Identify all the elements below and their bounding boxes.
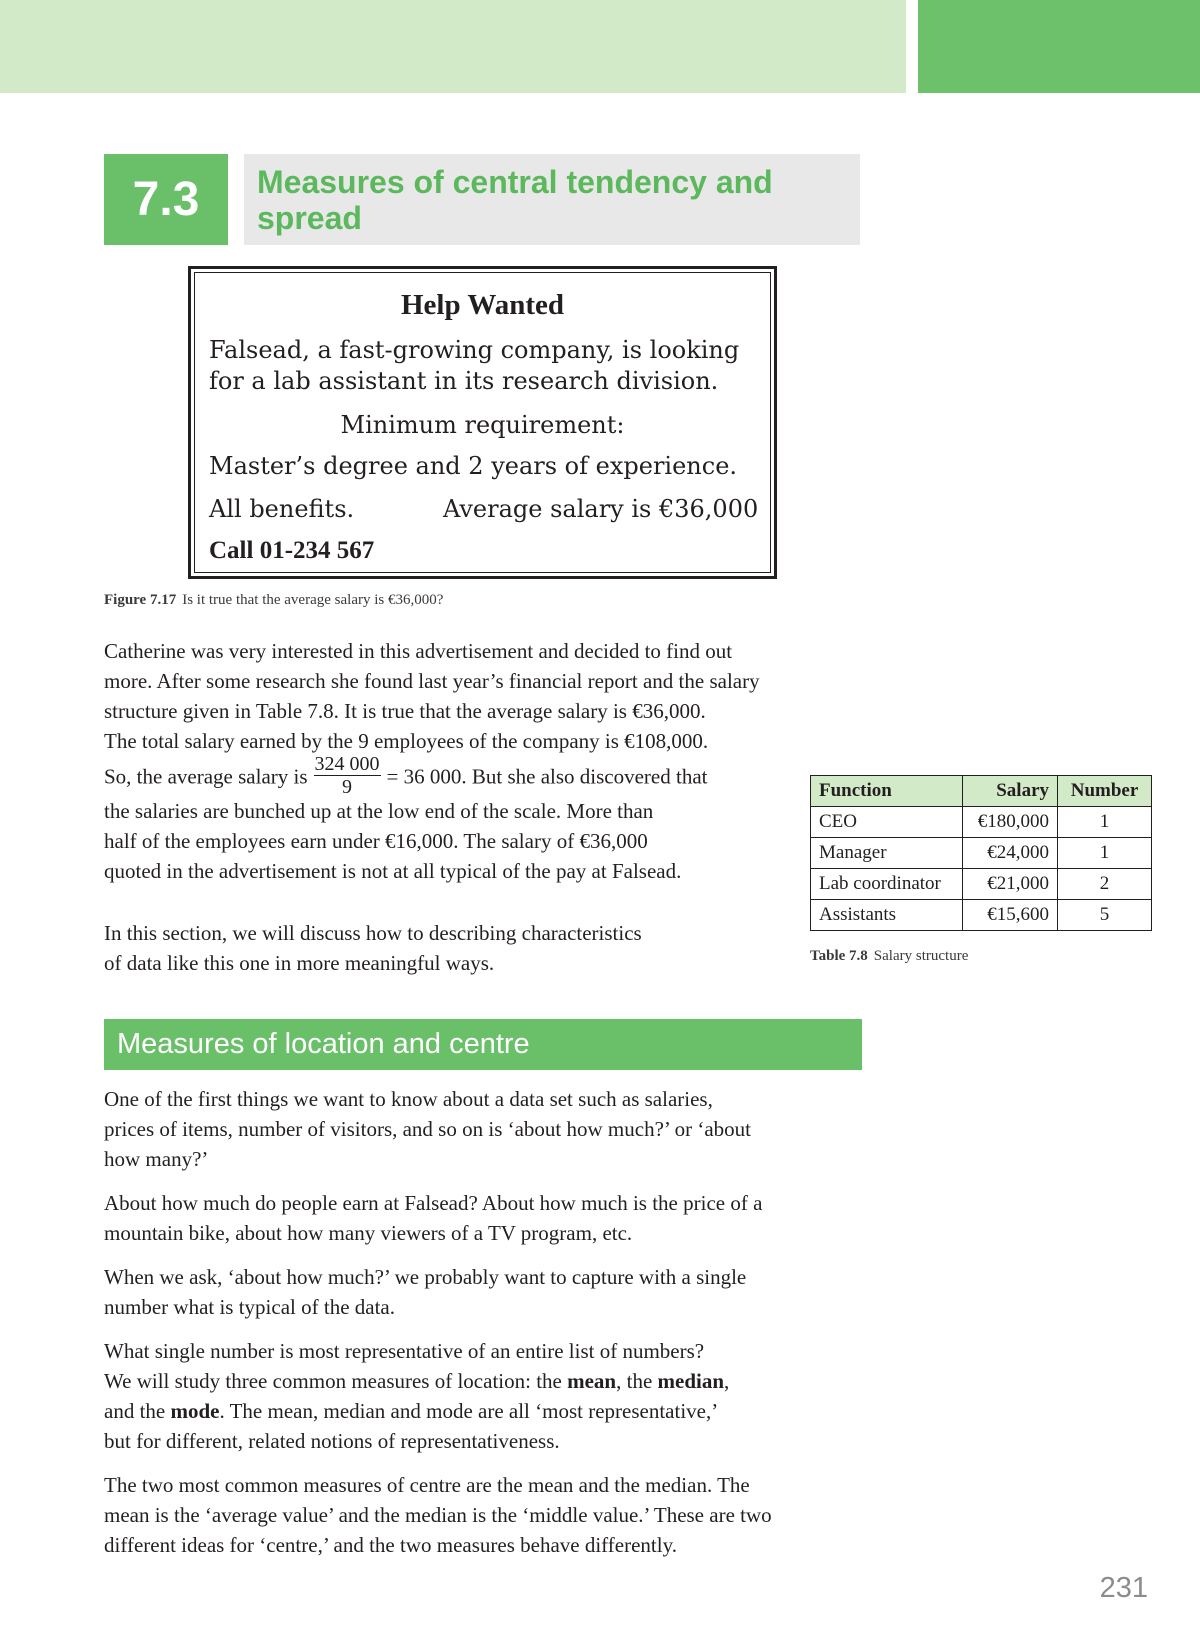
ad-benefits: All benefits. (209, 495, 355, 523)
ad-title: Help Wanted (400, 289, 565, 321)
term-median: median (657, 1369, 725, 1393)
table-cell: 1 (1058, 838, 1152, 869)
section-title (244, 154, 860, 245)
page-number: 231 (1099, 1572, 1148, 1604)
body-line: number what is typical of the data. (104, 1295, 395, 1319)
text-run: . The mean, median and mode are all ‘most representative,’ (219, 1399, 719, 1423)
text-run: , the (616, 1369, 658, 1393)
table-header: Function (811, 776, 963, 807)
body-line: how many?’ (104, 1147, 209, 1171)
table-caption-label: Table 7.8 (810, 948, 868, 964)
ad-body (209, 335, 739, 397)
table-header: Number (1058, 776, 1152, 807)
salary-fraction (314, 753, 381, 798)
intro-line: The total salary earned by the 9 employees of the company is €108,000. (104, 729, 709, 753)
ad-body-line2: for a lab assistant in its research division. (209, 367, 719, 395)
table-cell: Manager (811, 838, 963, 869)
fraction-numerator: 324 000 (314, 753, 380, 775)
section-intro-paragraph (104, 918, 864, 978)
body-paragraph-3 (104, 1262, 864, 1322)
body-line: mean is the ‘average value’ and the median is the ‘middle value.’ These are two (104, 1503, 772, 1527)
body-line: What single number is most representative of an entire list of numbers? (104, 1339, 705, 1363)
table-caption (810, 948, 968, 965)
table-header-row (811, 776, 1152, 807)
ad-masters: Master’s degree and 2 years of experience. (209, 452, 738, 480)
body-paragraph-5 (104, 1470, 864, 1560)
intro-line: structure given in Table 7.8. It is true that the average salary is €36,000. (104, 699, 706, 723)
table-cell: 2 (1058, 869, 1152, 900)
intro-line: In this section, we will discuss how to describing characteristics (104, 921, 642, 945)
table-row (811, 807, 1152, 838)
header-band-light (0, 0, 906, 93)
text-run: , (724, 1369, 730, 1393)
body-line: About how much do people earn at Falsead? About how much is the price of a (104, 1191, 763, 1215)
ad-body-line1: Falsead, a fast-growing company, is looking (209, 336, 740, 364)
body-paragraph-4 (104, 1336, 864, 1456)
table-cell: 5 (1058, 900, 1152, 931)
body-paragraph-1 (104, 1084, 864, 1174)
figure-caption-text: Is it true that the average salary is €36,000? (182, 592, 444, 608)
intro-line: Catherine was very interested in this advertisement and decided to find out (104, 639, 733, 663)
salary-table (810, 775, 1152, 931)
term-mean: mean (567, 1369, 617, 1393)
table-cell: Assistants (811, 900, 963, 931)
intro-paragraph (104, 636, 864, 886)
table-cell: €21,000 (963, 869, 1058, 900)
table-header: Salary (963, 776, 1058, 807)
table-row (811, 838, 1152, 869)
term-mode: mode (170, 1399, 220, 1423)
table-cell: Lab coordinator (811, 869, 963, 900)
avg-suffix: = 36 000. But she also discovered that (386, 764, 708, 789)
ad-salary: Average salary is €36,000 (443, 495, 759, 523)
intro-line: more. After some research she found last year’s financial report and the salary (104, 669, 760, 693)
fraction-denominator: 9 (342, 776, 353, 798)
body-line: mountain bike, about how many viewers of a TV program, etc. (104, 1221, 633, 1245)
body-paragraph-2 (104, 1188, 864, 1248)
table-row (811, 900, 1152, 931)
body-line: different ideas for ‘centre,’ and the two measures behave differently. (104, 1533, 677, 1557)
figure-caption-label: Figure 7.17 (104, 592, 177, 608)
body-line: but for different, related notions of representativeness. (104, 1429, 560, 1453)
text-run: We will study three common measures of location: the (104, 1369, 568, 1393)
subheading: Measures of location and centre (104, 1019, 862, 1070)
table-cell: €15,600 (963, 900, 1058, 931)
ad-call: Call 01-234 567 (209, 537, 375, 564)
header-band-dark (918, 0, 1200, 93)
body-line (104, 1396, 864, 1426)
intro-line: the salaries are bunched up at the low end of the scale. More than (104, 799, 654, 823)
section-title-line1: Measures of central tendency and (257, 164, 773, 200)
body-line (104, 1366, 864, 1396)
body-line: One of the first things we want to know about a data set such as salaries, (104, 1087, 713, 1111)
table-row (811, 869, 1152, 900)
table-cell: €24,000 (963, 838, 1058, 869)
body-line: prices of items, number of visitors, and so on is ‘about how much?’ or ‘about (104, 1117, 751, 1141)
body-line: The two most common measures of centre are the mean and the median. The (104, 1473, 750, 1497)
body-line: When we ask, ‘about how much?’ we probably want to capture with a single (104, 1265, 747, 1289)
avg-prefix: So, the average salary is (104, 764, 308, 789)
section-number: 7.3 (104, 154, 228, 245)
ad-min-requirement: Minimum requirement: (340, 411, 625, 439)
help-wanted-ad-inner (194, 272, 771, 573)
table-caption-text: Salary structure (873, 948, 969, 964)
table-cell: 1 (1058, 807, 1152, 838)
intro-line: quoted in the advertisement is not at all typical of the pay at Falsead. (104, 859, 682, 883)
table-cell: CEO (811, 807, 963, 838)
text-run: and the (104, 1399, 171, 1423)
intro-line: of data like this one in more meaningful ways. (104, 951, 495, 975)
help-wanted-ad (188, 266, 777, 579)
figure-caption (104, 592, 443, 609)
table-cell: €180,000 (963, 807, 1058, 838)
intro-line: half of the employees earn under €16,000. The salary of €36,000 (104, 829, 648, 853)
section-title-line2: spread (257, 200, 362, 236)
